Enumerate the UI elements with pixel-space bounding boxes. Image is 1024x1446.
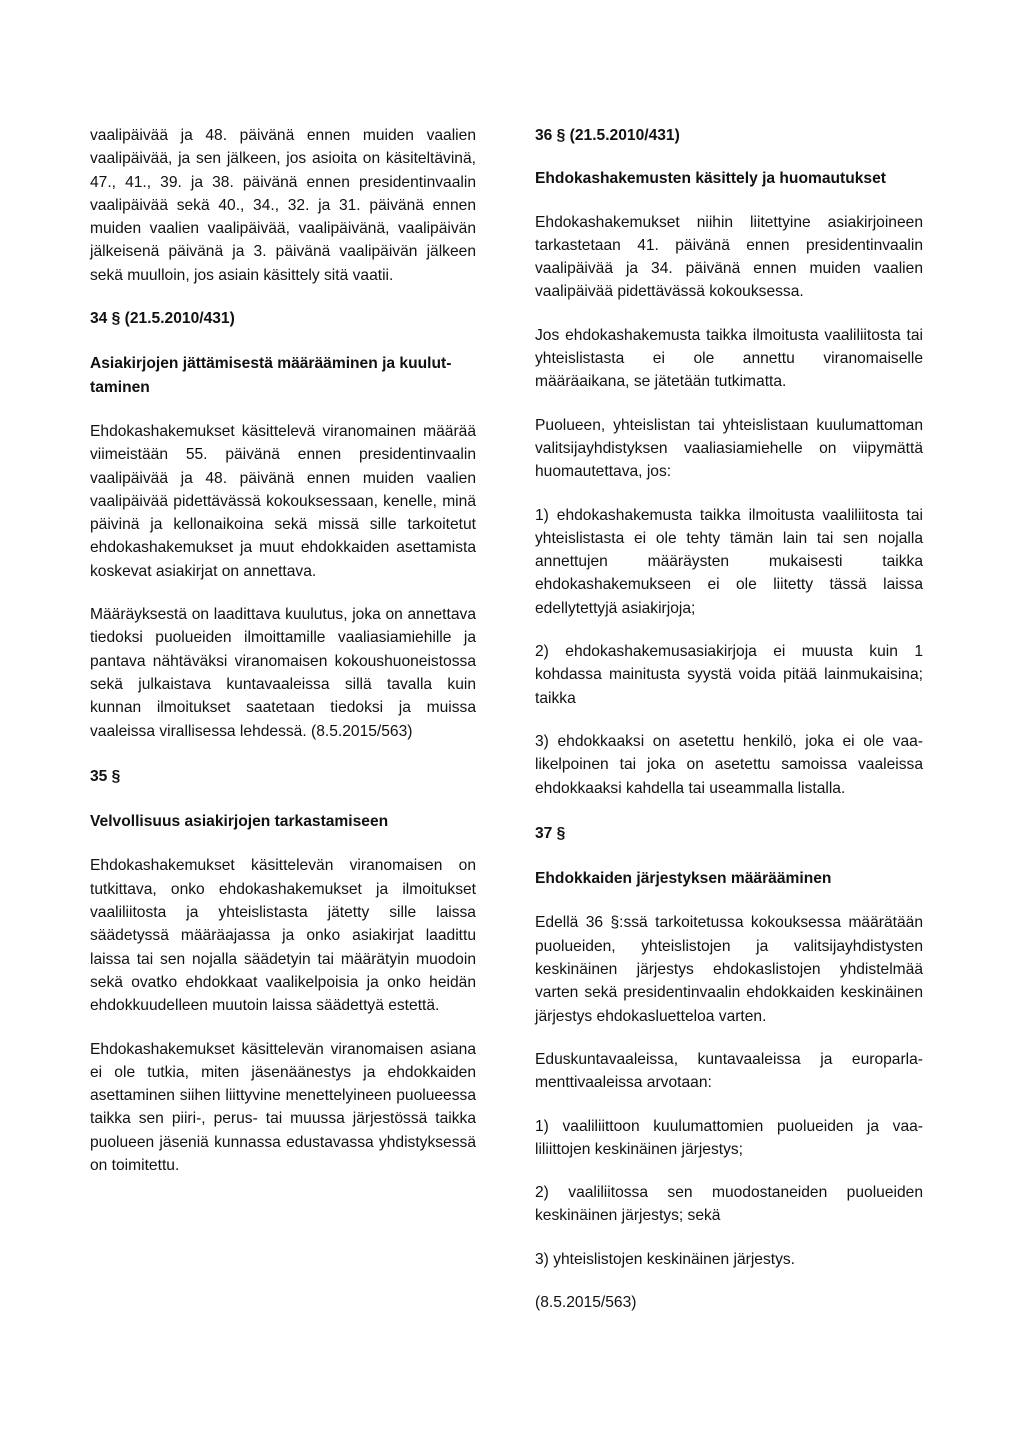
section-36-paragraph-3: Puolueen, yhteislistan tai yhteislistaan kuulumattoman valitsijayhdistyksen vaaliasiamiehelle on viipymättä huomautettava, jos: xyxy=(535,416,923,481)
section-35-paragraph-1: Ehdokashakemukset käsittelevän viranomaisen on tutkittava, onko ehdokashakemukset ja ilmoitukset vaaliliitosta ja yhteislistasta jätetty sille laissa säädetyssä määräajassa ja onko asiakirjat laadittu laissa tai sen nojalla säädetyin tai määrätyin muodoin sekä ovatko ehdokkaat vaalikelpoisia ja onko heidän ehdokkuudelleen muutoin laissa säädettyä estettä. xyxy=(90,857,476,1015)
section-35-paragraph-2: Ehdokashakemukset käsittelevän viranomaisen asiana ei ole tutkia, miten jäsenäänestys ja ehdokkaiden asettaminen siihen liittyvine menettelyineen puolueessa taikka sen piiri-, perus- tai muussa järjestössä taikka puolueen jäseniä kunnassa edustavassa yhdistyksessä on toimitettu. xyxy=(90,1040,476,1174)
section-36-number: 36 § (21.5.2010/431) xyxy=(535,127,680,144)
section-37-paragraph-1: Edellä 36 §:ssä tarkoitetussa kokouksessa määrätään puolueiden, yhteislistojen ja valitsijayhdistysten keskinäinen järjestys ehdokaslistojen yhdistelmää varten sekä presidentinvaalin ehdokkaiden keskinäinen järjestys ehdokasluetteloa varten. xyxy=(535,914,923,1025)
section-34-number: 34 § (21.5.2010/431) xyxy=(90,310,235,328)
section-37-list-item-1: 1) vaaliliittoon kuulumattomien puolueiden ja vaaliliittojen keskinäinen järjestys; xyxy=(535,1117,923,1158)
section-34-paragraph-1: Ehdokashakemukset käsittelevä viranomainen määrää viimeistään 55. päivänä ennen presidentinvaalin vaalipäivää ja 48. päivänä ennen muiden vaalien vaalipäivää pidettävässä kokouksessaan, kenelle, minä päivinä ja kellonaikoina sekä missä sille tarkoitetut ehdokashakemukset ja muut ehdokkaiden asettamista koskevat asiakirjat on annettava. xyxy=(90,422,476,580)
section-34-heading: Asiakirjojen jättämisestä määrääminen ja kuuluttaminen xyxy=(90,355,452,396)
section-35-heading: Velvollisuus asiakirjojen tarkastamiseen xyxy=(90,813,389,831)
section-37-reference: (8.5.2015/563) xyxy=(535,1293,637,1311)
left-column xyxy=(90,124,476,1197)
section-34-paragraph-2: Määräyksestä on laadittava kuulutus, joka on annettava tiedoksi puolueiden ilmoittamille vaaliasiamiehille ja pantava nähtäväksi viranomaisen kokoushuoneistossa sekä julkaistava kuntavaaleissa sillä tavalla kuin kunnan ilmoitukset saatetaan tiedoksi ja muissa vaaleissa virallisessa lehdessä. (8.5.2015/563) xyxy=(90,606,476,740)
section-37-list-item-3: 3) yhteislistojen keskinäinen järjestys. xyxy=(535,1250,796,1268)
section-37-list-item-2: 2) vaaliliitossa sen muodostaneiden puolueiden keskinäinen järjestys; sekä xyxy=(535,1184,923,1225)
right-column xyxy=(535,124,923,1334)
section-35-number: 35 § xyxy=(90,767,121,785)
section-36-paragraph-1: Ehdokashakemukset niihin liitettyine asiakirjoineen tarkastetaan 41. päivänä ennen presidentinvaalin vaalipäivää ja 34. päivänä ennen muiden vaalien vaalipäivää pidettävässä kokouksessa. xyxy=(535,213,923,301)
paragraph-continued: vaalipäivää ja 48. päivänä ennen muiden vaalien vaalipäivää, ja sen jälkeen, jos asioita on käsiteltävinä, 47., 41., 39. ja 38. päivänä ennen presidentinvaalin vaalipäivää sekä 40., 34., 32. ja 31. päivänä ennen muiden vaalien vaalipäivää, vaalipäivänä, vaalipäivän jälkeisenä päivänä ja 3. päivänä vaalipäivän jälkeen sekä muulloin, jos asiain käsittely sitä vaatii. xyxy=(90,127,476,284)
section-37-heading: Ehdokkaiden järjestyksen määrääminen xyxy=(535,870,832,888)
section-37-number: 37 § xyxy=(535,824,566,842)
section-36-heading: Ehdokashakemusten käsittely ja huomautukset xyxy=(535,170,886,188)
section-36-paragraph-2: Jos ehdokashakemusta taikka ilmoitusta vaaliliitosta tai yhteislistasta ei ole annettu viranomaiselle määräaikana, se jätetään tutkimatta. xyxy=(535,326,923,391)
section-36-list-item-2: 2) ehdokashakemusasiakirjoja ei muusta kuin 1 kohdassa mainitusta syystä voida pitää lainmukaisina; taikka xyxy=(535,643,923,707)
section-36-list-item-3: 3) ehdokkaaksi on asetettu henkilö, joka ei ole vaalikelpoinen tai joka on asetettu samoissa vaaleissa ehdokkaaksi kahdella tai useammalla listalla. xyxy=(535,732,923,797)
section-36-list-item-1: 1) ehdokashakemusta taikka ilmoitusta vaaliliitosta tai yhteislistasta ei ole tehty tämän lain tai sen nojalla annettujen määräysten mukaisesti taikka ehdokashakemukseen ei ole liitetty tässä laissa edellytettyjä asiakirjoja; xyxy=(535,506,923,617)
section-37-paragraph-2: Eduskuntavaaleissa, kuntavaaleissa ja europarlamenttivaaleissa arvotaan: xyxy=(535,1050,923,1092)
